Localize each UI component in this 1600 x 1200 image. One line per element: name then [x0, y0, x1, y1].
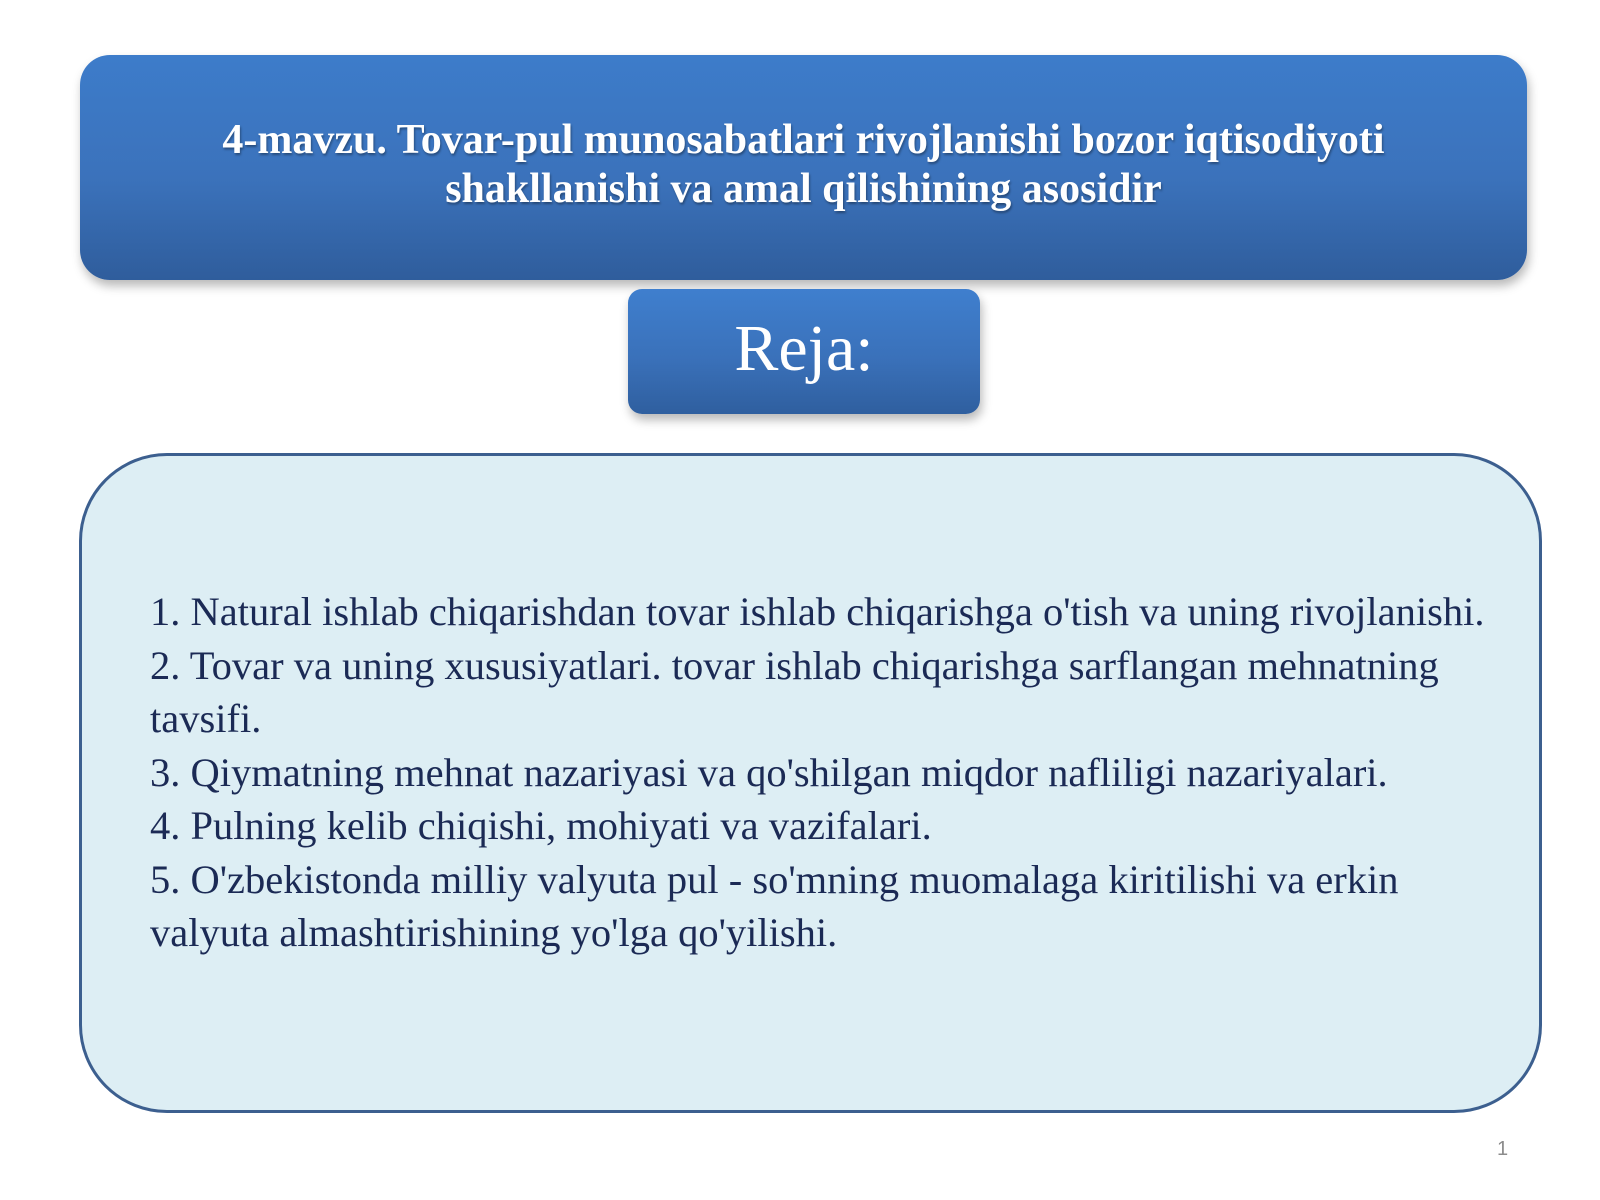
- title-banner: [80, 55, 1527, 280]
- plan-item-4: 4. Pulning kelib chiqishi, mohiyati va vazifalari.: [150, 803, 932, 848]
- plan-content-box: [79, 453, 1542, 1113]
- plan-item-2: 2. Tovar va uning xususiyatlari. tovar ishlab chiqarishga sarflangan mehnatning tavsifi.: [150, 642, 1439, 741]
- plan-item-1: 1. Natural ishlab chiqarishdan tovar ishlab chiqarishga o'tish va uning rivojlanishi.: [150, 589, 1485, 634]
- plan-item-3: 3. Qiymatning mehnat nazariyasi va qo'shilgan miqdor nafliligi nazariyalari.: [150, 749, 1388, 795]
- plan-heading-box: [628, 289, 980, 414]
- plan-heading: Reja:: [734, 311, 874, 385]
- slide-title: 4-mavzu. Tovar-pul munosabatlari rivojlanishi bozor iqtisodiyoti shakllanishi va amal qilishining asosidir: [222, 116, 1385, 212]
- page-number: 1: [1497, 1138, 1509, 1160]
- plan-item-5: 5. O'zbekistonda milliy valyuta pul - so'mning muomalaga kiritilishi va erkin valyuta almashtirishining yo'lga qo'yilishi.: [150, 856, 1399, 955]
- plan-list: [150, 585, 1490, 960]
